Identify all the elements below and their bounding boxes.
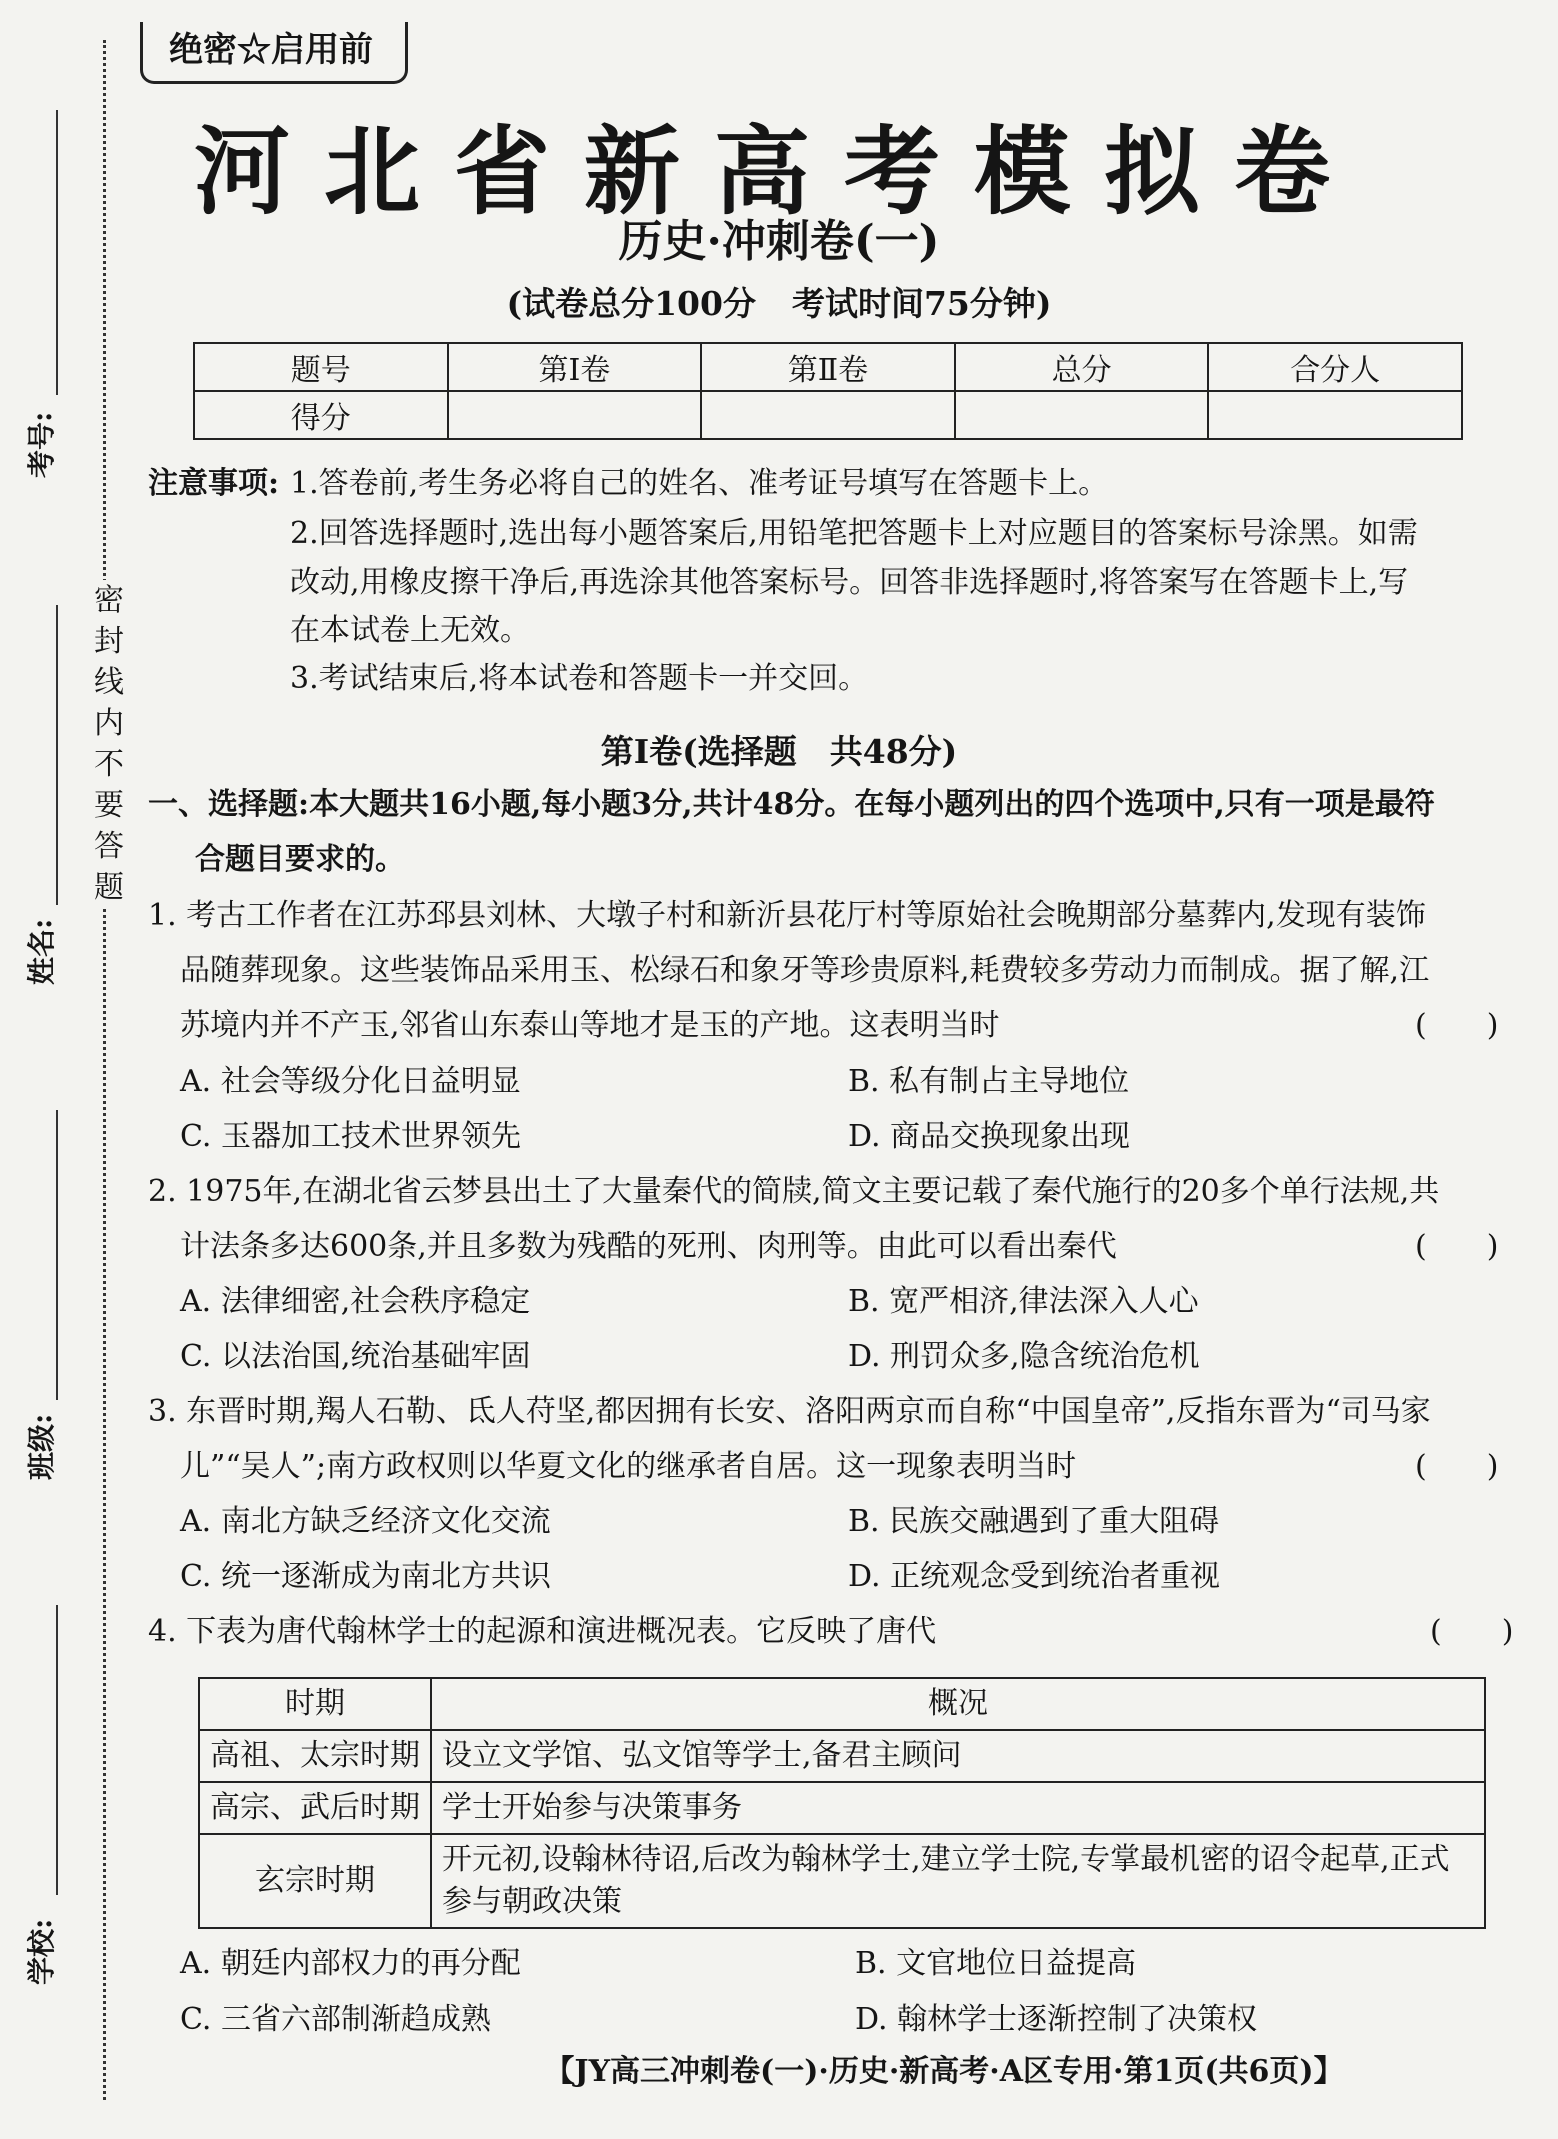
table-row bbox=[194, 343, 1462, 391]
score-input-cell[interactable] bbox=[448, 391, 702, 439]
instruction-line: 一、选择题:本大题共16小题,每小题3分,共计48分。在每小题列出的四个选项中,只有一项是最符 bbox=[148, 787, 1435, 822]
notice-item: 改动,用橡皮擦干净后,再选涂其他答案标号。回答非选择题时,将答案写在答题卡上,写 bbox=[290, 565, 1409, 600]
option-d[interactable]: D. 刑罚众多,隐含统治危机 bbox=[848, 1339, 1200, 1374]
seal-char: 不 bbox=[94, 747, 124, 782]
option-a[interactable]: A. 法律细密,社会秩序稳定 bbox=[180, 1284, 531, 1319]
score-table bbox=[193, 342, 1463, 440]
instruction-line: 合题目要求的。 bbox=[195, 842, 405, 877]
section-heading: 第Ⅰ卷(选择题 共48分) bbox=[600, 732, 958, 771]
seal-char: 线 bbox=[94, 665, 124, 700]
table-cell: 学士开始参与决策事务 bbox=[431, 1782, 1485, 1834]
page-footer: 【JY高三冲刺卷(一)·历史·新高考·A区专用·第1页(共6页)】 bbox=[544, 2054, 1344, 2089]
option-d[interactable]: D. 商品交换现象出现 bbox=[848, 1119, 1131, 1154]
question-2-line: 2. 1975年,在湖北省云梦县出土了大量秦代的简牍,简文主要记载了秦代施行的20多个单行法规,共 bbox=[148, 1174, 1440, 1209]
score-input-cell[interactable] bbox=[1208, 391, 1462, 439]
exam-meta bbox=[0, 278, 1558, 325]
option-c[interactable]: C. 三省六部制渐趋成熟 bbox=[180, 2002, 491, 2037]
seal-char: 答 bbox=[94, 829, 124, 864]
option-c[interactable]: C. 以法治国,统治基础牢固 bbox=[180, 1339, 531, 1374]
class-blank[interactable] bbox=[56, 1110, 58, 1400]
table-cell: 第Ⅰ卷 bbox=[448, 343, 702, 391]
notice-item: 2.回答选择题时,选出每小题答案后,用铅笔把答题卡上对应题目的答案标号涂黑。如需 bbox=[290, 516, 1418, 551]
confidential-stamp: 绝密☆启用前 bbox=[140, 22, 408, 84]
table-row bbox=[199, 1678, 1485, 1730]
option-a[interactable]: A. 社会等级分化日益明显 bbox=[180, 1064, 521, 1099]
seal-char: 题 bbox=[94, 870, 124, 905]
table-cell: 合分人 bbox=[1208, 343, 1462, 391]
option-b[interactable]: B. 宽严相济,律法深入人心 bbox=[848, 1284, 1199, 1319]
table-cell: 设立文学馆、弘文馆等学士,备君主顾问 bbox=[431, 1730, 1485, 1782]
option-c[interactable]: C. 统一逐渐成为南北方共识 bbox=[180, 1559, 551, 1594]
table-header: 时期 bbox=[199, 1678, 431, 1730]
question-1-line: 苏境内并不产玉,邻省山东泰山等地才是玉的产地。这表明当时 bbox=[180, 1008, 1000, 1043]
question-3-line: 儿”“吴人”;南方政权则以华夏文化的继承者自居。这一现象表明当时 bbox=[180, 1449, 1077, 1484]
option-b[interactable]: B. 私有制占主导地位 bbox=[848, 1064, 1130, 1099]
seal-char: 封 bbox=[94, 624, 124, 659]
table-cell: 玄宗时期 bbox=[199, 1834, 431, 1928]
school-blank[interactable] bbox=[56, 1605, 58, 1895]
answer-parentheses[interactable]: ( ) bbox=[1430, 1614, 1514, 1649]
seal-char: 密 bbox=[94, 583, 124, 618]
question-3-line: 3. 东晋时期,羯人石勒、氐人苻坚,都因拥有长安、洛阳两京而自称“中国皇帝”,反指东晋为“司马家 bbox=[148, 1394, 1431, 1429]
option-a[interactable]: A. 朝廷内部权力的再分配 bbox=[180, 1946, 521, 1981]
name-label: 姓名: bbox=[25, 918, 58, 985]
score-input-cell[interactable] bbox=[701, 391, 955, 439]
exam-number-label: 考号: bbox=[25, 411, 58, 478]
option-c[interactable]: C. 玉器加工技术世界领先 bbox=[180, 1119, 521, 1154]
question-1-line: 品随葬现象。这些装饰品采用玉、松绿石和象牙等珍贵原料,耗费较多劳动力而制成。据了解,江 bbox=[180, 953, 1430, 988]
notice-item: 3.考试结束后,将本试卷和答题卡一并交回。 bbox=[290, 661, 869, 696]
total-score: (试卷总分100分 bbox=[506, 284, 756, 323]
table-cell: 总分 bbox=[955, 343, 1209, 391]
class-label: 班级: bbox=[25, 1413, 58, 1480]
seal-char: 内 bbox=[94, 706, 124, 741]
table-row bbox=[199, 1782, 1485, 1834]
exam-time: 考试时间75分钟) bbox=[791, 284, 1052, 323]
notice-item: 在本试卷上无效。 bbox=[290, 613, 530, 648]
table-cell: 开元初,设翰林待诏,后改为翰林学士,建立学士院,专掌最机密的诏令起草,正式参与朝政决策 bbox=[431, 1834, 1485, 1928]
seal-line bbox=[103, 40, 106, 2100]
table-header: 概况 bbox=[431, 1678, 1485, 1730]
answer-parentheses[interactable]: ( ) bbox=[1415, 1449, 1499, 1484]
page-title: 河北省新高考模拟卷 bbox=[194, 115, 1364, 228]
table-cell: 高宗、武后时期 bbox=[199, 1782, 431, 1834]
table-cell: 得分 bbox=[194, 391, 448, 439]
question-1-line: 1. 考古工作者在江苏邳县刘林、大墩子村和新沂县花厅村等原始社会晚期部分墓葬内,发现有装饰 bbox=[148, 898, 1426, 933]
answer-parentheses[interactable]: ( ) bbox=[1415, 1229, 1499, 1264]
option-d[interactable]: D. 翰林学士逐渐控制了决策权 bbox=[855, 2002, 1258, 2037]
option-d[interactable]: D. 正统观念受到统治者重视 bbox=[848, 1559, 1221, 1594]
table-row bbox=[194, 391, 1462, 439]
seal-char: 要 bbox=[94, 788, 124, 823]
option-b[interactable]: B. 民族交融遇到了重大阻碍 bbox=[848, 1504, 1220, 1539]
table-cell: 题号 bbox=[194, 343, 448, 391]
question-4-line: 4. 下表为唐代翰林学士的起源和演进概况表。它反映了唐代 bbox=[148, 1614, 937, 1649]
notice-label: 注意事项: bbox=[148, 466, 280, 501]
option-b[interactable]: B. 文官地位日益提高 bbox=[855, 1946, 1137, 1981]
table-cell: 第Ⅱ卷 bbox=[701, 343, 955, 391]
history-table bbox=[198, 1677, 1486, 1929]
question-2-line: 计法条多达600条,并且多数为残酷的死刑、肉刑等。由此可以看出秦代 bbox=[180, 1229, 1117, 1264]
option-a[interactable]: A. 南北方缺乏经济文化交流 bbox=[180, 1504, 551, 1539]
answer-parentheses[interactable]: ( ) bbox=[1415, 1008, 1499, 1043]
score-input-cell[interactable] bbox=[955, 391, 1209, 439]
page-subtitle: 历史·冲刺卷(一) bbox=[618, 216, 940, 267]
table-row bbox=[199, 1834, 1485, 1928]
school-label: 学校: bbox=[25, 1918, 58, 1985]
table-cell: 高祖、太宗时期 bbox=[199, 1730, 431, 1782]
table-row bbox=[199, 1730, 1485, 1782]
notice-item: 1.答卷前,考生务必将自己的姓名、准考证号填写在答题卡上。 bbox=[290, 466, 1109, 501]
